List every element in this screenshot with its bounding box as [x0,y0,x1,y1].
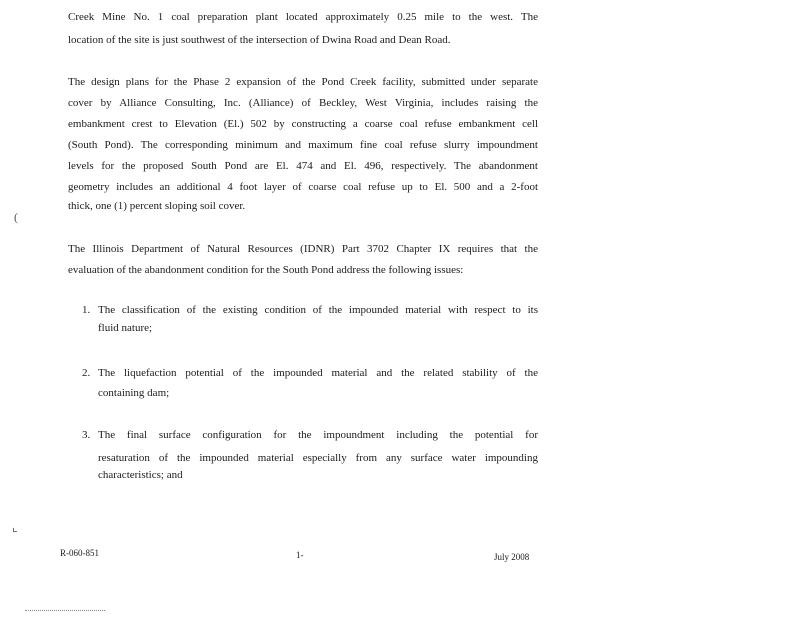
list-item-3-line-1: The final surface configuration for the impoundment including the potential for [98,429,538,441]
list-item-3-number: 3. [82,429,91,441]
footer-date: July 2008 [494,552,530,562]
list-item-1-number: 1. [82,304,91,316]
list-item-1-line-1: The classification of the existing condition of the impounded material with respect to its [98,304,538,316]
paragraph-2-line-5: levels for the proposed South Pond are El. 474 and El. 496, respectively. The abandonment [68,160,538,172]
paragraph-2-line-1: The design plans for the Phase 2 expansion of the Pond Creek facility, submitted under separate [68,76,538,88]
corner-mark: ⌞ [12,520,18,534]
paragraph-1-line-2: location of the site is just southwest of the intersection of Dwina Road and Dean Road. [68,34,451,46]
list-item-1-line-2: fluid nature; [98,322,153,334]
margin-mark: ( [14,210,18,224]
footer-page-number: 1- [296,550,304,560]
paragraph-3-line-2: evaluation of the abandonment condition for the South Pond address the following issues: [68,264,464,276]
list-item-3-line-3: characteristics; and [98,469,183,481]
paragraph-2-line-4: (South Pond). The corresponding minimum and maximum fine coal refuse slurry impoundment [68,139,538,151]
list-item-2-number: 2. [82,367,91,379]
paragraph-3-line-1: The Illinois Department of Natural Resources (IDNR) Part 3702 Chapter IX requires that the [68,243,538,255]
list-item-2-line-1: The liquefaction potential of the impounded material and the related stability of the [98,367,538,379]
paragraph-2-line-2: cover by Alliance Consulting, Inc. (Alliance) of Beckley, West Virginia, includes raising the [68,97,538,109]
list-item-3-line-2: resaturation of the impounded material especially from any surface water impounding [98,452,538,464]
paragraph-2-line-3: embankment crest to Elevation (El.) 502 by constructing a coarse coal refuse embankment cell [68,118,538,130]
scan-artifact-line [25,610,105,611]
paragraph-1-line-1: Creek Mine No. 1 coal preparation plant located approximately 0.25 mile to the west. The [68,11,538,23]
paragraph-2-line-7: thick, one (1) percent sloping soil cover. [68,200,246,212]
footer-doc-number: R-060-851 [60,548,99,558]
list-item-2-line-2: containing dam; [98,387,170,399]
paragraph-2-line-6: geometry includes an additional 4 foot layer of coarse coal refuse up to El. 500 and a 2-foot [68,181,538,193]
